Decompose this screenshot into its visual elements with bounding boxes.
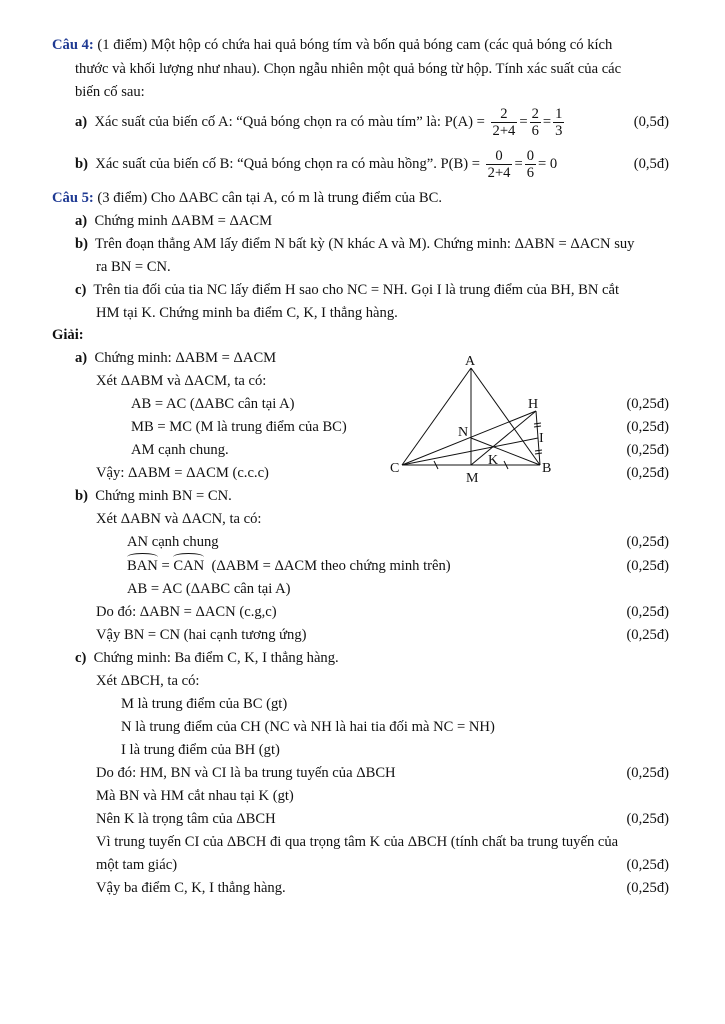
sol-c-s2: N là trung điểm của CH (NC và NH là hai tia đối mà NC = NH)	[121, 719, 495, 735]
q4a-points: (0,5đ)	[633, 114, 669, 130]
q5c-row	[75, 281, 619, 299]
q5b-label: b)	[75, 236, 88, 252]
label-N: N	[458, 425, 469, 440]
angle-equal: =	[161, 558, 170, 574]
sol-c-l4: Vì trung tuyến CI của ΔBCH đi qua trọng tâm K của ΔBCH (tính chất ba trung tuyến của	[96, 834, 619, 850]
sol-c-l5: một tam giác)	[96, 857, 178, 873]
q5b-row	[75, 235, 634, 253]
sol-a-heading: Chứng minh: ΔABM = ΔACM	[94, 350, 277, 366]
q4-line3: biến cố sau:	[75, 84, 145, 100]
tick-HI-1	[534, 423, 541, 424]
solution-title: Giải:	[52, 327, 84, 343]
sol-a-p4: (0,25đ)	[626, 465, 669, 481]
label-K: K	[488, 453, 499, 468]
sol-c-label: c)	[75, 650, 87, 666]
sol-c-p3: (0,25đ)	[626, 857, 669, 873]
angle-CAN: CAN	[173, 558, 205, 574]
segment-CH	[402, 411, 536, 465]
sol-b-thus: Do đó: ΔABN = ΔACN (c.g,c)	[96, 604, 277, 620]
tick-HI-2	[534, 426, 541, 427]
sol-c-l2: Mà BN và HM cắt nhau tại K (gt)	[96, 788, 294, 804]
angle-BAN: BAN	[127, 558, 158, 574]
q5-label: Câu 5:	[52, 190, 94, 206]
sol-b-heading: Chứng minh BN = CN.	[95, 488, 232, 504]
q5-line1	[52, 189, 442, 207]
q5a-text: Chứng minh ΔABM = ΔACM	[94, 213, 273, 229]
sol-a-s3: AM cạnh chung.	[131, 442, 229, 458]
tick-IB-2	[535, 453, 542, 454]
sol-b-label: b)	[75, 488, 88, 504]
sol-a-label: a)	[75, 350, 88, 366]
label-C: C	[390, 461, 400, 476]
q4a-text: Xác suất của biến cố A: “Quả bóng chọn ra có màu tím” là: P(A) =	[94, 114, 485, 130]
sol-b-s3: AB = AC (ΔABC cân tại A)	[127, 581, 291, 597]
sol-c-s3: I là trung điểm của BH (gt)	[121, 742, 280, 758]
sol-b-consider: Xét ΔABN và ΔACN, ta có:	[96, 511, 262, 527]
q4b-label: b)	[75, 156, 88, 172]
sol-a-p2: (0,25đ)	[626, 419, 669, 435]
segment-HM	[471, 411, 536, 465]
q4-label: Câu 4:	[52, 37, 94, 53]
label-B: B	[542, 461, 552, 476]
segment-NB	[471, 438, 540, 465]
sol-b-s1: AN cạnh chung	[127, 534, 219, 550]
q4b-text: Xác suất của biến cố B: “Quả bóng chọn ra có màu hồng”. P(B) =	[95, 156, 480, 172]
sol-c-p4: (0,25đ)	[626, 880, 669, 896]
q4b-row: b) Xác suất của biến cố B: “Quả bóng chọn ra có màu hồng”. P(B) = $\frac{0}{2+4}$ = $\frac{0}{6}$ = 0	[75, 148, 558, 182]
q4b-fraction-1: $\frac{0}{2+4}$	[487, 148, 511, 182]
sol-c-l6: Vậy ba điểm C, K, I thẳng hàng.	[96, 880, 286, 896]
sol-a-p1: (0,25đ)	[626, 396, 669, 412]
q4b-result: = 0	[538, 156, 558, 172]
q5c-text2: HM tại K. Chứng minh ba điểm C, K, I thẳng hàng.	[96, 305, 398, 321]
q4a-fraction-2: $\frac{2}{6}$	[531, 106, 539, 140]
q5b-text2: ra BN = CN.	[96, 259, 171, 275]
label-H: H	[528, 397, 539, 412]
sol-c-s1: M là trung điểm của BC (gt)	[121, 696, 288, 712]
segment-CI	[402, 438, 538, 465]
sol-b-p2: (0,25đ)	[626, 558, 669, 574]
sol-b-conclusion: Vậy BN = CN (hai cạnh tương ứng)	[96, 627, 307, 643]
q4a-label: a)	[75, 114, 88, 130]
label-A: A	[465, 354, 476, 369]
sol-c-l3: Nên K là trọng tâm của ΔBCH	[96, 811, 276, 827]
q4-line2: thước và khối lượng như nhau). Chọn ngẫu nhiên một quả bóng từ hộp. Tính xác suất của các	[75, 61, 622, 77]
q5a-label: a)	[75, 213, 88, 229]
sol-a-s1: AB = AC (ΔABC cân tại A)	[131, 396, 295, 412]
sol-b-p1: (0,25đ)	[626, 534, 669, 550]
sol-a-consider: Xét ΔABM và ΔACM, ta có:	[96, 373, 267, 389]
sol-b-p4: (0,25đ)	[626, 627, 669, 643]
sol-c-consider: Xét ΔBCH, ta có:	[96, 673, 200, 689]
sol-c-heading: Chứng minh: Ba điểm C, K, I thẳng hàng.	[93, 650, 339, 666]
label-I: I	[539, 431, 544, 446]
sol-b-angle-reason: (ΔABM = ΔACM theo chứng minh trên)	[211, 558, 451, 574]
q4-line1	[52, 36, 612, 54]
q5b-text1: Trên đoạn thẳng AM lấy điểm N bất kỳ (N khác A và M). Chứng minh: ΔABN = ΔACN suy	[95, 236, 635, 252]
q4b-fraction-2: $\frac{0}{6}$	[526, 148, 535, 182]
triangle-figure	[380, 350, 570, 490]
sol-a-conclusion: Vậy: ΔABM = ΔACM (c.c.c)	[96, 465, 269, 481]
q5a-row	[75, 212, 272, 230]
q5c-label: c)	[75, 282, 87, 298]
sol-c-p2: (0,25đ)	[626, 811, 669, 827]
sol-a-p3: (0,25đ)	[626, 442, 669, 458]
sol-b-p3: (0,25đ)	[626, 604, 669, 620]
sol-b-heading-row	[75, 487, 232, 505]
tick-IB-1	[535, 450, 542, 451]
q4b-points: (0,5đ)	[633, 156, 669, 172]
q4a-row: a) Xác suất của biến cố A: “Quả bóng chọn ra có màu tím” là: P(A) = $\frac{2}{2+4}$ = $\frac{2}{6}$ = $\frac{1}{3}$	[75, 106, 563, 140]
q5-text1: (3 điểm) Cho ΔABC cân tại A, có m là trung điểm của BC.	[97, 190, 442, 206]
label-M: M	[466, 471, 479, 486]
q4a-fraction-1: $\frac{2}{2+4}$	[492, 106, 516, 140]
q4-text1: (1 điểm) Một hộp có chứa hai quả bóng tím và bốn quả bóng cam (các quả bóng có kích	[97, 37, 613, 53]
sol-c-p1: (0,25đ)	[626, 765, 669, 781]
sol-a-s2: MB = MC (M là trung điểm của BC)	[131, 419, 347, 435]
segment-AC	[402, 368, 471, 465]
q4a-fraction-3: $\frac{1}{3}$	[555, 106, 563, 140]
sol-a-heading-row	[75, 349, 276, 367]
sol-c-heading-row	[75, 649, 339, 667]
q5c-text1: Trên tia đối của tia NC lấy điểm H sao cho NC = NH. Gọi I là trung điểm của BH, BN cắt	[93, 282, 620, 298]
sol-b-angle-row	[127, 557, 451, 575]
sol-c-l1: Do đó: HM, BN và CI là ba trung tuyến của ΔBCH	[96, 765, 396, 781]
